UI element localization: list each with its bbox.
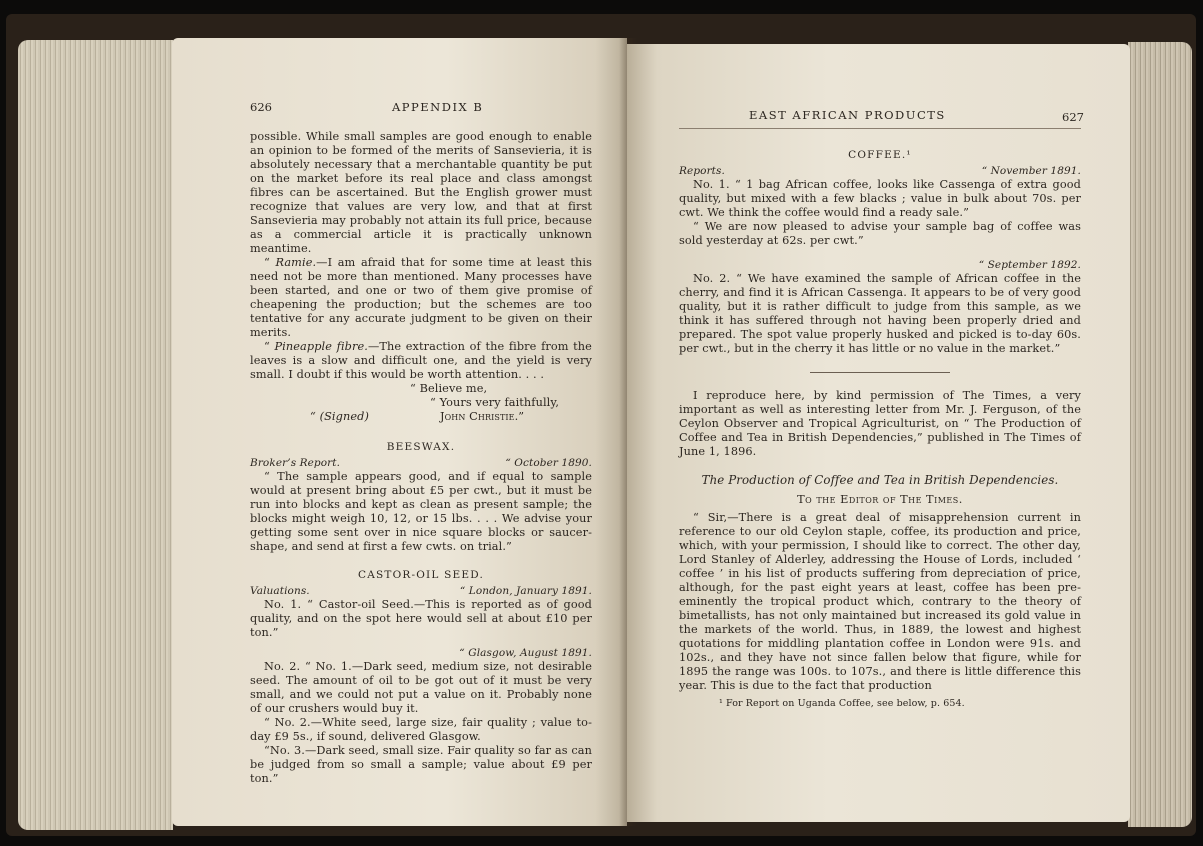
beeswax-report: “ The sample appears good, and if equal to sample would at present bring about £5 per cwt., but it must be run into blocks and kept as clean as present sample; the blocks might weigh 10, 12, or 15 lbs. . . . We advise your getting some sent over in nice square blocks or saucer-shape, and send at first a few cwts. on trial.” <box>250 470 592 553</box>
right-page <box>627 44 1130 822</box>
to-editor: To the Editor of The Times. <box>797 493 963 506</box>
right-page-edges <box>1128 42 1192 827</box>
reproduce-paragraph: I reproduce here, by kind permission of The Times, a very important as well as interesting letter from Mr. J. Ferguson, of the Ceylon Observer and Tropical Agriculturist, on “ The Production of Coffee and Tea in British Dependencies,” published in The Times of June 1, 1896. <box>679 389 1081 458</box>
section-rule <box>810 372 950 373</box>
page-number: 626 <box>250 100 272 114</box>
head-rule <box>679 128 1081 129</box>
valuations-label: Valuations. <box>250 585 310 597</box>
castor-date-london: “ London, January 1891. <box>459 585 592 597</box>
castor-no2b: “ No. 2.—White seed, large size, fair quality ; value to-day £9 5s., if sound, delivered Glasgow. <box>250 716 592 743</box>
coffee-no1: No. 1. “ 1 bag African coffee, looks like Cassenga of extra good quality, but mixed with a few blacks ; value in bulk about 70s. per cwt. We think the coffee would find a ready sale.” <box>679 178 1081 219</box>
pineapple-text: —The extraction of the fibre from the leaves is a slow and difficult one, and the yield is very small. I doubt if this would be worth attention. . . . <box>250 340 592 381</box>
left-page-body <box>250 130 592 786</box>
coffee-date-nov: “ November 1891. <box>981 165 1081 177</box>
castor-date-glasgow: “ Glasgow, August 1891. <box>459 647 592 659</box>
running-head: EAST AFRICAN PRODUCTS <box>749 108 946 122</box>
castor-no2: No. 2. “ No. 1.—Dark seed, medium size, not desirable seed. The amount of oil to be got out of it must be very small, and we could not put a value on it. Probably none of our crushers would buy it. <box>250 660 592 715</box>
paragraph-sansevieria: possible. While small samples are good enough to enable an opinion to be formed of the merits of Sansevieria, it is absolutely necessary that a merchantable quantity be put on the market before its real place and class amongst fibres can be ascertained. But the English grower must recognize that values are very low, and that at first Sansevieria may probably not attain its full price, because as a commercial article it is practically unknown meantime. <box>250 130 592 255</box>
running-head: APPENDIX B <box>392 100 484 114</box>
signature-line <box>250 410 592 424</box>
castor-no1: No. 1. “ Castor-oil Seed.—This is reported as of good quality, and on the spot here would sell at about £10 per ton.” <box>250 598 592 639</box>
coffee-date-sep: “ September 1892. <box>978 259 1081 271</box>
ramie-label: Ramie. <box>275 256 317 269</box>
coffee-meta <box>679 164 1081 178</box>
brokers-report-label: Broker’s Report. <box>250 457 341 469</box>
pineapple-label: Pineapple fibre. <box>274 340 368 353</box>
right-page-body <box>679 148 1081 711</box>
article-title: The Production of Coffee and Tea in British Dependencies. <box>701 473 1059 487</box>
signed-label: “ (Signed) <box>310 410 369 423</box>
coffee-heading: COFFEE.¹ <box>848 149 912 161</box>
left-page <box>172 38 627 826</box>
coffee-no1b: “ We are now pleased to advise your sample bag of coffee was sold yesterday at 62s. per cwt.” <box>679 220 1081 247</box>
signatory-name: John Christie.” <box>440 410 525 423</box>
letter-body: “ Sir,—There is a great deal of misapprehension current in reference to our old Ceylon staple, coffee, its production and price, which, with your permission, I should like to correct. The other day, Lord Stanley of Alderley, addressing the House of Lords, included ‘ coffee ’ in his list of products suffering from depreciation of price, although, for the past eight years at least, coffee has been pre-eminently the tropical product which, contrary to the theory of bimetallists, has not only maintained but increased its gold value in the markets of the world. Thus, in 1889, the lowest and highest quotations for middling plantation coffee in London were 91s. and 102s., and they have not since fallen below that figure, while for 1895 the range was 100s. to 107s., and there is little difference this year. This is due to the fact that production <box>679 511 1081 692</box>
left-page-edges <box>18 40 173 830</box>
footnote: ¹ For Report on Uganda Coffee, see below, p. 654. <box>719 698 965 709</box>
closing-yours: “ Yours very faithfully, <box>430 396 560 409</box>
castor-meta <box>250 584 592 598</box>
paragraph-pineapple: “ Pineapple fibre.—The extraction of the fibre from the leaves is a slow and difficult one, and the yield is very small. I doubt if this would be worth attention. . . . <box>250 340 592 381</box>
castor-no3: “No. 3.—Dark seed, small size. Fair quality so far as can be judged from so small a sample; value about £9 per ton.” <box>250 744 592 785</box>
closing-believe: “ Believe me, <box>410 382 488 395</box>
page-number: 627 <box>1062 110 1084 124</box>
reports-label: Reports. <box>679 165 725 177</box>
beeswax-heading: BEESWAX. <box>386 441 456 453</box>
coffee-no2: No. 2. “ We have examined the sample of African coffee in the cherry, and find it is African Cassenga. It appears to be of very good quality, but it is rather difficult to judge from this sample, as we think it has suffered through not having been properly dried and prepared. The spot value properly husked and picked is to-day 60s. per cwt., but in the cherry it has little or no value in the market.” <box>679 272 1081 355</box>
beeswax-date: “ October 1890. <box>505 457 592 469</box>
castor-heading: CASTOR-OIL SEED. <box>357 569 485 581</box>
paragraph-ramie: “ Ramie.—I am afraid that for some time at least this need not be more than mentioned. Many processes have been started, and one or two of them give promise of cheapening the production; but the schemes are too tentative for any accurate judgment to be given on their merits. <box>250 256 592 339</box>
beeswax-meta <box>250 456 592 470</box>
ramie-text: —I am afraid that for some time at least this need not be more than mentioned. Many processes have been started, and one or two of them give promise of cheapening the production; but the schemes are too tentative for any accurate judgment to be given on their merits. <box>250 256 592 339</box>
